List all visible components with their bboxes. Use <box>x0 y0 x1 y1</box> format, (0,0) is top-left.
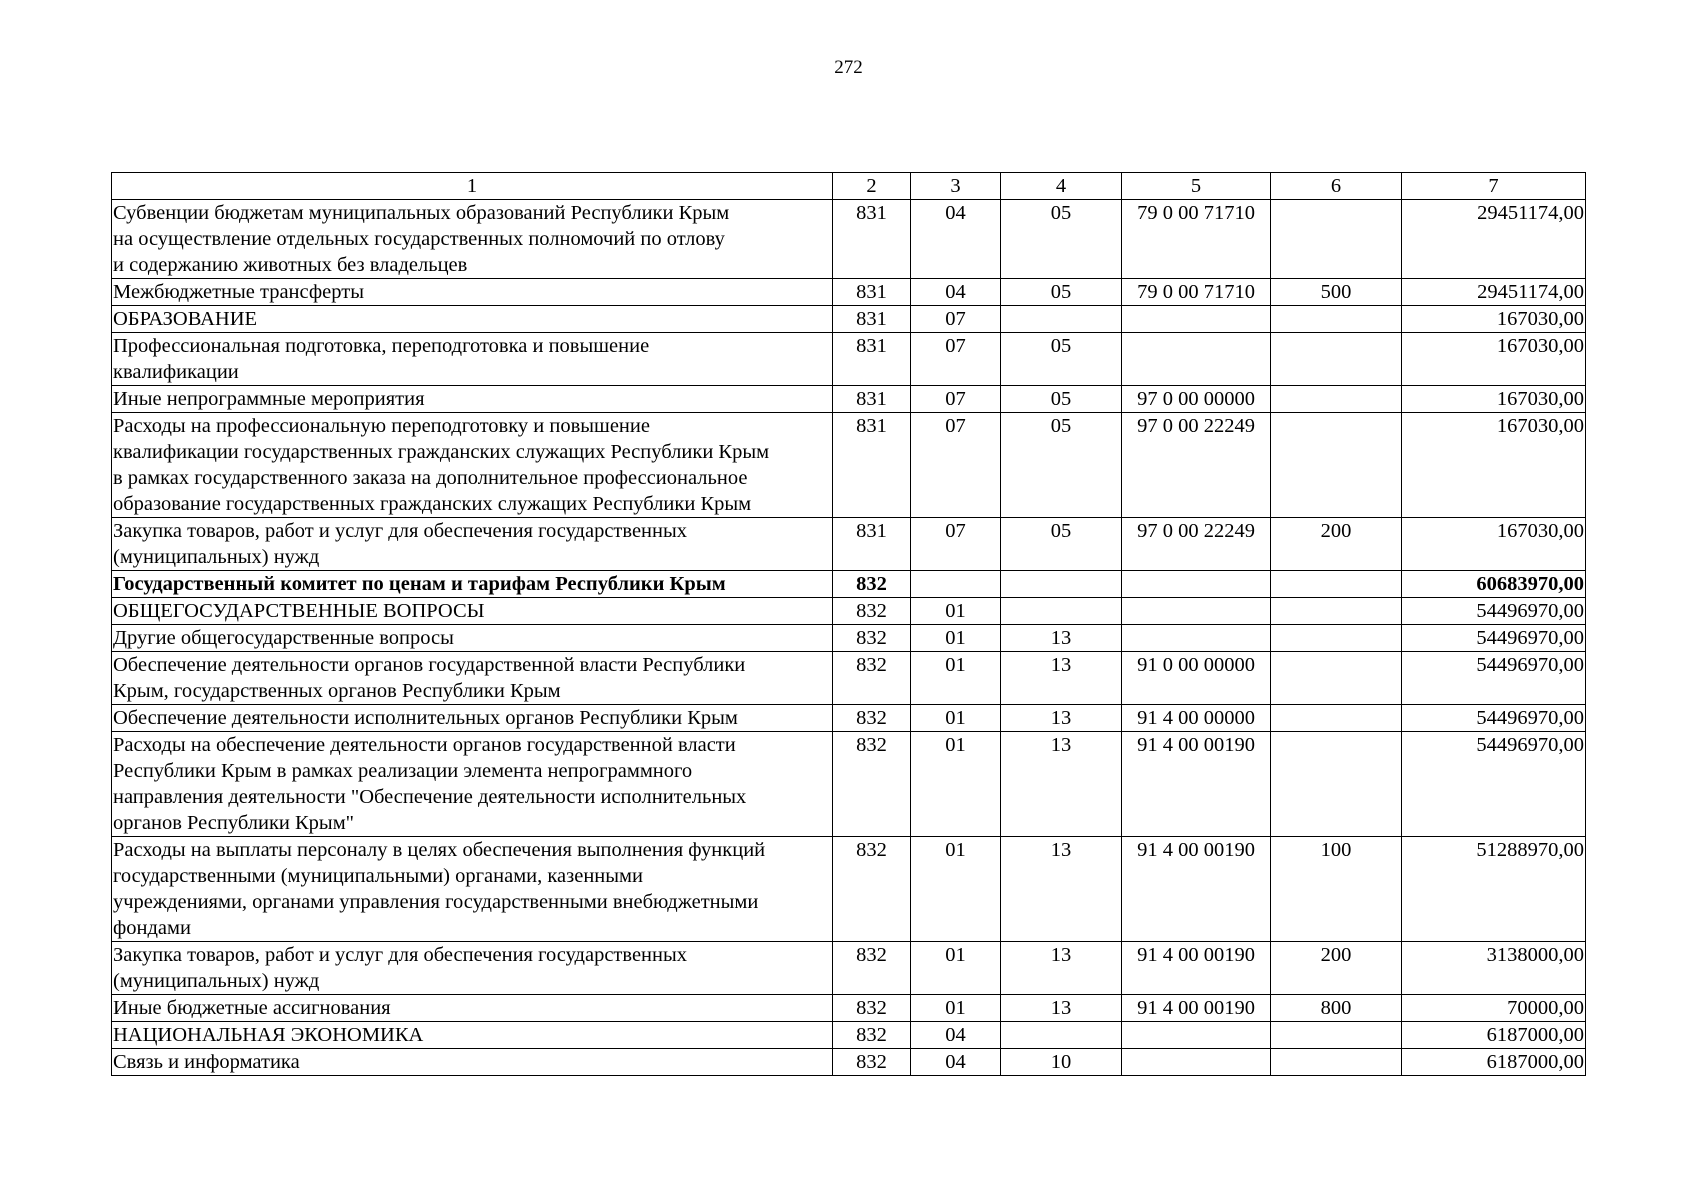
department-code-cell: 832 <box>833 652 911 705</box>
department-code-cell: 832 <box>833 837 911 942</box>
expense-name-cell: НАЦИОНАЛЬНАЯ ЭКОНОМИКА <box>112 1022 833 1049</box>
table-row <box>112 279 1586 306</box>
amount-cell: 6187000,00 <box>1402 1049 1586 1076</box>
subsection-code-cell: 13 <box>1001 705 1122 732</box>
department-code-cell: 831 <box>833 333 911 386</box>
amount-cell: 6187000,00 <box>1402 1022 1586 1049</box>
expense-type-cell: 800 <box>1271 995 1402 1022</box>
subsection-code-cell: 10 <box>1001 1049 1122 1076</box>
department-code-cell: 832 <box>833 1022 911 1049</box>
target-article-cell: 97 0 00 00000 <box>1122 386 1271 413</box>
section-code-cell: 04 <box>911 1022 1001 1049</box>
amount-cell: 54496970,00 <box>1402 652 1586 705</box>
amount-cell: 54496970,00 <box>1402 625 1586 652</box>
department-code-cell: 831 <box>833 386 911 413</box>
subsection-code-cell <box>1001 306 1122 333</box>
column-header-1: 1 <box>112 173 833 200</box>
expense-name-cell: ОБЩЕГОСУДАРСТВЕННЫЕ ВОПРОСЫ <box>112 598 833 625</box>
amount-cell: 29451174,00 <box>1402 200 1586 279</box>
expense-type-cell <box>1271 1049 1402 1076</box>
table-body <box>112 200 1586 1076</box>
expense-type-cell <box>1271 306 1402 333</box>
department-code-cell: 832 <box>833 942 911 995</box>
column-header-6: 6 <box>1271 173 1402 200</box>
budget-table <box>111 172 1586 1076</box>
expense-type-cell <box>1271 598 1402 625</box>
expense-name-cell: Иные бюджетные ассигнования <box>112 995 833 1022</box>
target-article-cell <box>1122 1049 1271 1076</box>
section-code-cell: 07 <box>911 413 1001 518</box>
target-article-cell <box>1122 333 1271 386</box>
target-article-cell <box>1122 1022 1271 1049</box>
column-header-4: 4 <box>1001 173 1122 200</box>
section-code-cell: 01 <box>911 598 1001 625</box>
amount-cell: 167030,00 <box>1402 518 1586 571</box>
department-code-cell: 831 <box>833 200 911 279</box>
column-header-3: 3 <box>911 173 1001 200</box>
expense-name-cell: Связь и информатика <box>112 1049 833 1076</box>
section-code-cell: 01 <box>911 942 1001 995</box>
amount-cell: 54496970,00 <box>1402 598 1586 625</box>
amount-cell: 70000,00 <box>1402 995 1586 1022</box>
department-code-cell: 832 <box>833 705 911 732</box>
column-header-7: 7 <box>1402 173 1586 200</box>
expense-type-cell <box>1271 1022 1402 1049</box>
expense-name-cell: Закупка товаров, работ и услуг для обеспечения государственных (муниципальных) нужд <box>112 518 833 571</box>
expense-type-cell: 200 <box>1271 518 1402 571</box>
target-article-cell: 91 4 00 00190 <box>1122 995 1271 1022</box>
table-row <box>112 942 1586 995</box>
expense-name-cell: Обеспечение деятельности исполнительных органов Республики Крым <box>112 705 833 732</box>
target-article-cell: 97 0 00 22249 <box>1122 518 1271 571</box>
expense-name-cell: Расходы на обеспечение деятельности органов государственной власти Республики Крым в рамках реализации элемента непрограммного направления деятельности "Обеспечение деятельности исполнительных органов Республики Крым" <box>112 732 833 837</box>
subsection-code-cell: 05 <box>1001 279 1122 306</box>
expense-type-cell <box>1271 571 1402 598</box>
column-header-2: 2 <box>833 173 911 200</box>
section-code-cell <box>911 571 1001 598</box>
target-article-cell: 79 0 00 71710 <box>1122 279 1271 306</box>
department-code-cell: 831 <box>833 306 911 333</box>
table-row <box>112 1022 1586 1049</box>
amount-cell: 51288970,00 <box>1402 837 1586 942</box>
expense-name-cell: Закупка товаров, работ и услуг для обеспечения государственных (муниципальных) нужд <box>112 942 833 995</box>
target-article-cell: 91 4 00 00190 <box>1122 837 1271 942</box>
table-row <box>112 413 1586 518</box>
department-code-cell: 831 <box>833 518 911 571</box>
expense-name-cell: Обеспечение деятельности органов государственной власти Республики Крым, государственных органов Республики Крым <box>112 652 833 705</box>
subsection-code-cell: 05 <box>1001 200 1122 279</box>
amount-cell: 167030,00 <box>1402 306 1586 333</box>
subsection-code-cell: 05 <box>1001 518 1122 571</box>
section-code-cell: 01 <box>911 732 1001 837</box>
table-row <box>112 1049 1586 1076</box>
department-code-cell: 832 <box>833 598 911 625</box>
amount-cell: 167030,00 <box>1402 333 1586 386</box>
expense-type-cell <box>1271 333 1402 386</box>
target-article-cell: 97 0 00 22249 <box>1122 413 1271 518</box>
table-row <box>112 200 1586 279</box>
column-header-5: 5 <box>1122 173 1271 200</box>
expense-type-cell: 500 <box>1271 279 1402 306</box>
section-code-cell: 04 <box>911 1049 1001 1076</box>
expense-name-cell: Иные непрограммные мероприятия <box>112 386 833 413</box>
amount-cell: 29451174,00 <box>1402 279 1586 306</box>
expense-type-cell <box>1271 652 1402 705</box>
expense-name-cell: Государственный комитет по ценам и тарифам Республики Крым <box>112 571 833 598</box>
table-row <box>112 306 1586 333</box>
table-row <box>112 625 1586 652</box>
expense-name-cell: Расходы на профессиональную переподготовку и повышение квалификации государственных гражданских служащих Республики Крым в рамках государственного заказа на дополнительное профессиональное образование государственных гражданских служащих Республики Крым <box>112 413 833 518</box>
subsection-code-cell <box>1001 1022 1122 1049</box>
subsection-code-cell: 13 <box>1001 837 1122 942</box>
expense-name-cell: Межбюджетные трансферты <box>112 279 833 306</box>
amount-cell: 54496970,00 <box>1402 732 1586 837</box>
amount-cell: 167030,00 <box>1402 386 1586 413</box>
subsection-code-cell: 13 <box>1001 942 1122 995</box>
expense-name-cell: Расходы на выплаты персоналу в целях обеспечения выполнения функций государственными (муниципальными) органами, казенными учреждениями, органами управления государственными внебюджетными фондами <box>112 837 833 942</box>
target-article-cell <box>1122 598 1271 625</box>
expense-type-cell <box>1271 386 1402 413</box>
amount-cell: 167030,00 <box>1402 413 1586 518</box>
amount-cell: 54496970,00 <box>1402 705 1586 732</box>
target-article-cell: 91 4 00 00190 <box>1122 942 1271 995</box>
section-code-cell: 07 <box>911 333 1001 386</box>
section-code-cell: 04 <box>911 200 1001 279</box>
subsection-code-cell <box>1001 571 1122 598</box>
target-article-cell: 79 0 00 71710 <box>1122 200 1271 279</box>
expense-type-cell <box>1271 732 1402 837</box>
target-article-cell <box>1122 571 1271 598</box>
amount-cell: 3138000,00 <box>1402 942 1586 995</box>
column-number-row <box>112 173 1586 200</box>
page-number: 272 <box>834 57 863 78</box>
subsection-code-cell: 13 <box>1001 625 1122 652</box>
table-row <box>112 518 1586 571</box>
table-row <box>112 333 1586 386</box>
section-code-cell: 01 <box>911 652 1001 705</box>
subsection-code-cell: 05 <box>1001 333 1122 386</box>
table-row <box>112 386 1586 413</box>
subsection-code-cell <box>1001 598 1122 625</box>
expense-type-cell <box>1271 200 1402 279</box>
department-code-cell: 831 <box>833 413 911 518</box>
target-article-cell <box>1122 625 1271 652</box>
subsection-code-cell: 05 <box>1001 413 1122 518</box>
expense-type-cell <box>1271 625 1402 652</box>
expense-type-cell <box>1271 413 1402 518</box>
expense-name-cell: Профессиональная подготовка, переподготовка и повышение квалификации <box>112 333 833 386</box>
department-code-cell: 832 <box>833 571 911 598</box>
section-code-cell: 07 <box>911 306 1001 333</box>
section-code-cell: 01 <box>911 705 1001 732</box>
expense-name-cell: ОБРАЗОВАНИЕ <box>112 306 833 333</box>
table-row <box>112 837 1586 942</box>
target-article-cell <box>1122 306 1271 333</box>
section-code-cell: 01 <box>911 995 1001 1022</box>
subsection-code-cell: 13 <box>1001 652 1122 705</box>
table-row <box>112 732 1586 837</box>
expense-type-cell <box>1271 705 1402 732</box>
subsection-code-cell: 05 <box>1001 386 1122 413</box>
department-code-cell: 832 <box>833 625 911 652</box>
table-row <box>112 571 1586 598</box>
subsection-code-cell: 13 <box>1001 995 1122 1022</box>
target-article-cell: 91 4 00 00000 <box>1122 705 1271 732</box>
section-code-cell: 01 <box>911 837 1001 942</box>
table-row <box>112 652 1586 705</box>
amount-cell: 60683970,00 <box>1402 571 1586 598</box>
department-code-cell: 831 <box>833 279 911 306</box>
department-code-cell: 832 <box>833 732 911 837</box>
target-article-cell: 91 0 00 00000 <box>1122 652 1271 705</box>
target-article-cell: 91 4 00 00190 <box>1122 732 1271 837</box>
section-code-cell: 07 <box>911 386 1001 413</box>
subsection-code-cell: 13 <box>1001 732 1122 837</box>
table-row <box>112 705 1586 732</box>
expense-name-cell: Субвенции бюджетам муниципальных образований Республики Крым на осуществление отдельных государственных полномочий по отлову и содержанию животных без владельцев <box>112 200 833 279</box>
section-code-cell: 04 <box>911 279 1001 306</box>
section-code-cell: 07 <box>911 518 1001 571</box>
table-row <box>112 598 1586 625</box>
table-row <box>112 995 1586 1022</box>
expense-type-cell: 100 <box>1271 837 1402 942</box>
expense-name-cell: Другие общегосударственные вопросы <box>112 625 833 652</box>
section-code-cell: 01 <box>911 625 1001 652</box>
department-code-cell: 832 <box>833 1049 911 1076</box>
expense-type-cell: 200 <box>1271 942 1402 995</box>
department-code-cell: 832 <box>833 995 911 1022</box>
